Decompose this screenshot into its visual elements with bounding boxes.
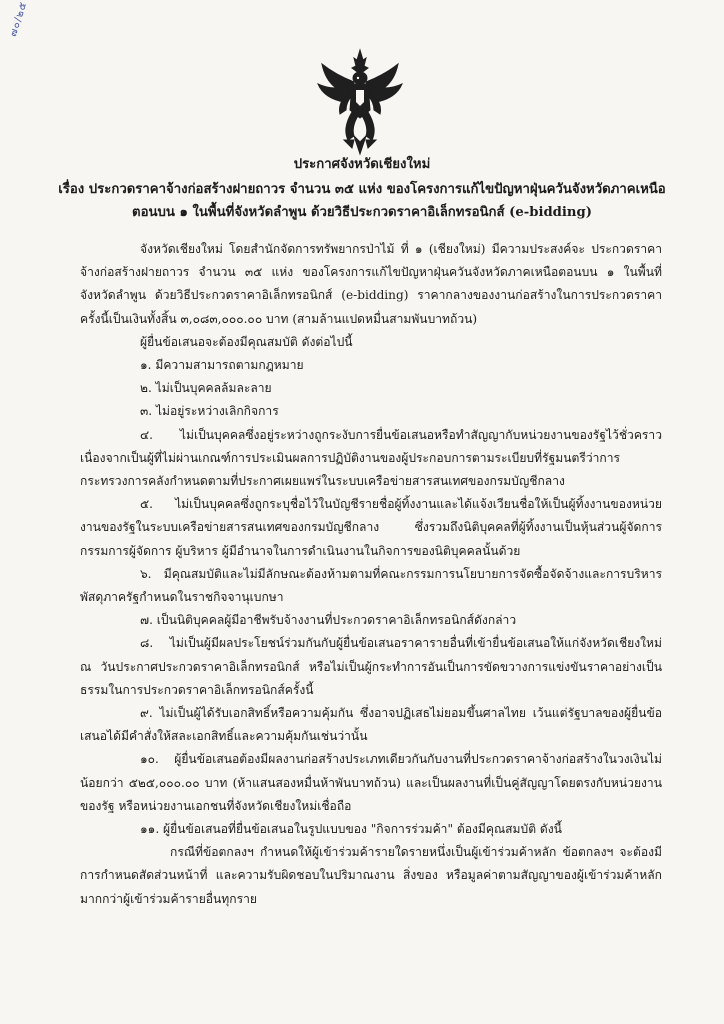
qualification-item-9: ๙. ไม่เป็นผู้ได้รับเอกสิทธิ์หรือความคุ้มกัน ซึ่งอาจปฏิเสธไม่ยอมขึ้นศาลไทย เว้นแต่รัฐบาลของผู้ยื่นข้อเสนอได้มีคำสั่งให้สละเอกสิทธิ์และความคุ้มกันเช่นว่านั้น xyxy=(80,706,662,744)
intro-paragraph: จังหวัดเชียงใหม่ โดยสำนักจัดการทรัพยากรป่าไม้ ที่ ๑ (เชียงใหม่) มีความประสงค์จะ ประกวดราคาจ้างก่อสร้างฝายถาวร จำนวน ๓๕ แห่ง ของโครงการแก้ไขปัญหาฝุ่นควันจังหวัดภาคเหนือตอนบน ๑ ในพื้นที่จังหวัดลำพูน ด้วยวิธีประกวดราคาอิเล็กทรอนิกส์ (e-bidding) ราคากลางของงานก่อสร้างในการประกวดราคาครั้งนี้เป็นเงินทั้งสิ้น ๓,๐๘๓,๐๐๐.๐๐ บาท (สามล้านแปดหมื่นสามพันบาทถ้วน) xyxy=(80,242,662,326)
qualification-item-6: ๖. มีคุณสมบัติและไม่มีลักษณะต้องห้ามตามที่คณะกรรมการนโยบายการจัดซื้อจัดจ้างและการบริหารพัสดุภาครัฐกำหนดในราชกิจจานุเบกษา xyxy=(80,566,662,605)
qualification-item-3: ๓. ไม่อยู่ระหว่างเลิกกิจการ xyxy=(140,404,279,419)
garuda-emblem-icon xyxy=(314,48,406,156)
qualification-item-11: ๑๑. ผู้ยื่นข้อเสนอที่ยื่นข้อเสนอในรูปแบบของ "กิจการร่วมค้า" ต้องมีคุณสมบัติ ดังนี้ xyxy=(140,822,562,837)
subject-line-1: เรื่อง ประกวดราคาจ้างก่อสร้างฝายถาวร จำนวน ๓๕ แห่ง ของโครงการแก้ไขปัญหาฝุ่นควันจังหวัดภาคเหนือ xyxy=(58,182,666,197)
document-title: ประกาศจังหวัดเชียงใหม่ xyxy=(293,157,431,172)
qualification-item-8: ๘. ไม่เป็นผู้มีผลประโยชน์ร่วมกันกับผู้ยื่นข้อเสนอราคารายอื่นที่เข้ายื่นข้อเสนอให้แก่จังหวัดเชียงใหม่ ณ วันประกาศประกวดราคาอิเล็กทรอนิกส์ หรือไม่เป็นผู้กระทำการอันเป็นการขัดขวางการแข่งขันราคาอย่างเป็นธรรมในการประกวดราคาอิเล็กทรอนิกส์ครั้งนี้ xyxy=(80,636,662,697)
item-11-subclause: กรณีที่ข้อตกลงฯ กำหนดให้ผู้เข้าร่วมค้ารายใดรายหนึ่งเป็นผู้เข้าร่วมค้าหลัก ข้อตกลงฯ จะต้องมีการกำหนดสัดส่วนหน้าที่ และความรับผิดชอบในปริมาณงาน สิ่งของ หรือมูลค่าตามสัญญาของผู้เข้าร่วมค้าหลักมากกว่าผู้เข้าร่วมค้ารายอื่นทุกราย xyxy=(80,845,662,906)
qualifications-heading: ผู้ยื่นข้อเสนอจะต้องมีคุณสมบัติ ดังต่อไปนี้ xyxy=(140,334,353,349)
handwritten-note: ๗๐/๒๕ xyxy=(7,0,30,39)
subject-line-2: ตอนบน ๑ ในพื้นที่จังหวัดลำพูน ด้วยวิธีประกวดราคาอิเล็กทรอนิกส์ (e-bidding) xyxy=(132,205,592,220)
qualification-item-5: ๕. ไม่เป็นบุคคลซึ่งถูกระบุชื่อไว้ในบัญชีรายชื่อผู้ทิ้งงานและได้แจ้งเวียนชื่อให้เป็นผู้ทิ้งงานของหน่วยงานของรัฐในระบบเครือข่ายสารสนเทศของกรมบัญชีกลาง ซึ่งรวมถึงนิติบุคคลที่ผู้ทิ้งงานเป็นหุ้นส่วนผู้จัดการ กรรมการผู้จัดการ ผู้บริหาร ผู้มีอำนาจในการดำเนินงานในกิจการของนิติบุคคลนั้นด้วย xyxy=(80,497,662,558)
document-body xyxy=(80,238,662,911)
qualification-item-7: ๗. เป็นนิติบุคคลผู้มีอาชีพรับจ้างงานที่ประกวดราคาอิเล็กทรอนิกส์ดังกล่าว xyxy=(140,613,517,628)
qualification-item-1: ๑. มีความสามารถตามกฎหมาย xyxy=(140,358,304,373)
qualification-item-10: ๑๐. ผู้ยื่นข้อเสนอต้องมีผลงานก่อสร้างประเภทเดียวกันกับงานที่ประกวดราคาจ้างก่อสร้างในวงเงินไม่น้อยกว่า ๕๒๕,๐๐๐.๐๐ บาท (ห้าแสนสองหมื่นห้าพันบาทถ้วน) และเป็นผลงานที่เป็นคู่สัญญาโดยตรงกับหน่วยงานของรัฐ หรือหน่วยงานเอกชนที่จังหวัดเชียงใหม่เชื่อถือ xyxy=(80,752,662,813)
qualification-item-2: ๒. ไม่เป็นบุคคลล้มละลาย xyxy=(140,381,272,396)
qualification-item-4: ๔. ไม่เป็นบุคคลซึ่งอยู่ระหว่างถูกระงับการยื่นข้อเสนอหรือทำสัญญากับหน่วยงานของรัฐไว้ชั่วคราว เนื่องจากเป็นผู้ที่ไม่ผ่านเกณฑ์การประเมินผลการปฏิบัติงานของผู้ประกอบการตามระเบียบที่รัฐมนตรีว่าการกระทรวงการคลังกำหนดตามที่ประกาศเผยแพร่ในระบบเครือข่ายสารสนเทศของกรมบัญชีกลาง xyxy=(80,427,662,489)
